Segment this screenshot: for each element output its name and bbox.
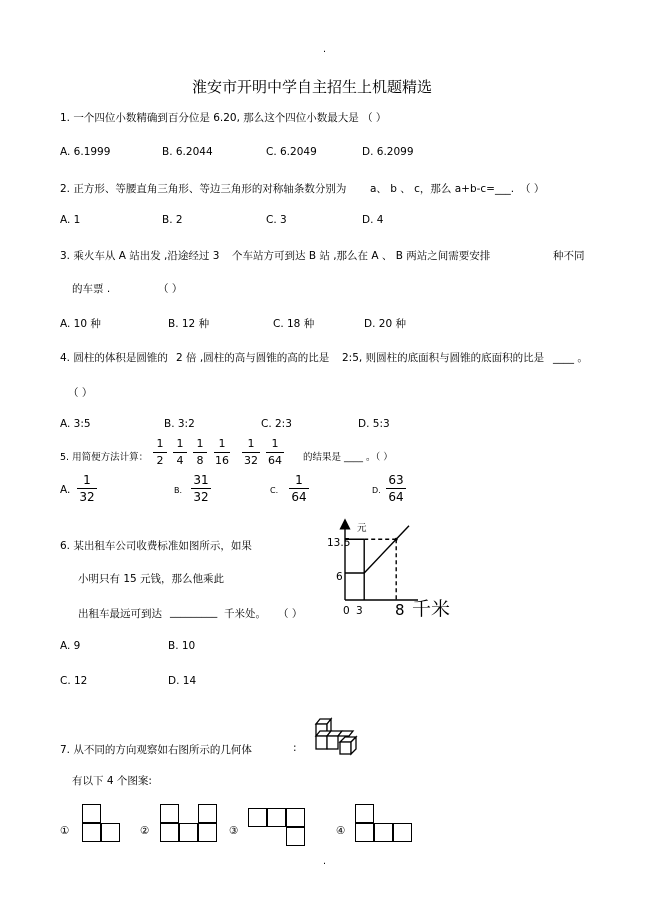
- q5-option-a-label: A.: [60, 484, 71, 496]
- square: [160, 804, 179, 823]
- q4-text-c: 2:5, 则圆柱的底面积与圆锥的底面积的比是: [342, 352, 545, 364]
- q3-text: 3. 乘火车从 A 站出发 ,沿途经过 3: [60, 250, 220, 262]
- q3-option-b: B. 12 种: [168, 318, 210, 330]
- denominator: 2: [156, 454, 164, 467]
- q3-option-c: C. 18 种: [273, 318, 315, 330]
- q4-option-a: A. 3:5: [60, 418, 91, 430]
- numerator: 1: [196, 437, 204, 450]
- q5-option-d-label: D.: [372, 486, 381, 495]
- q7-colon: :: [293, 742, 297, 754]
- y-tick-label: 13.5: [327, 537, 351, 549]
- square: [101, 823, 120, 842]
- numerator: 1: [295, 473, 303, 487]
- square: [374, 823, 393, 842]
- x-tick-label: 3: [356, 605, 363, 617]
- q5-fraction: [152, 438, 168, 467]
- q5-fraction: [213, 438, 231, 467]
- denominator: 32: [193, 490, 209, 504]
- q2-option-b: B. 2: [162, 214, 183, 226]
- q3-text-b: 个车站方可到达 B 站 ,那么在 A 、 B 两站之间需要安排: [232, 250, 491, 262]
- q1-text: 1. 一个四位小数精确到百分位是 6.20, 那么这个四位小数最大是 （ ）: [60, 112, 387, 124]
- q6-line1: 6. 某出租车公司收费标准如图所示，如果: [60, 540, 252, 552]
- y-tick-label: 6: [336, 571, 343, 583]
- q4-blank: ____ 。: [553, 352, 588, 364]
- denominator: 64: [388, 490, 404, 504]
- numerator: 1: [247, 437, 255, 450]
- square: [355, 823, 374, 842]
- square: [179, 823, 198, 842]
- numerator: 63: [388, 473, 404, 487]
- numerator: 1: [156, 437, 164, 450]
- denominator: 32: [79, 490, 95, 504]
- q1-option-b: B. 6.2044: [162, 146, 213, 158]
- denominator: 8: [196, 454, 204, 467]
- square: [286, 808, 305, 827]
- square: [267, 808, 286, 827]
- q2-text-b: a、 b 、 c，那么 a+b-c=___.: [370, 183, 515, 195]
- denominator: 64: [291, 490, 307, 504]
- q1-option-a: A. 6.1999: [60, 146, 111, 158]
- square: [286, 827, 305, 846]
- q6-option-a: A. 9: [60, 640, 81, 652]
- q5-fraction: [265, 438, 285, 467]
- q6-paren: （ ）: [278, 608, 303, 620]
- pattern-label: ②: [140, 825, 150, 837]
- square: [198, 804, 217, 823]
- numerator: 31: [193, 473, 209, 487]
- q5-suffix: 的结果是 ____ 。（ ）: [303, 452, 393, 463]
- q2-text: 2. 正方形、等腰直角三角形、等边三角形的对称轴条数分别为: [60, 183, 347, 195]
- page-title: 淮安市开明中学自主招生上机题精选: [192, 78, 433, 96]
- q2-paren: （ ）: [520, 183, 545, 195]
- q5-option-c-fraction: [288, 474, 310, 503]
- denominator: 4: [176, 454, 184, 467]
- square: [248, 808, 267, 827]
- top-dot: .: [323, 44, 327, 55]
- q3-text-c: 种不同: [553, 250, 585, 262]
- q6-option-c: C. 12: [60, 675, 88, 687]
- q6-blank: _________: [170, 606, 218, 618]
- q4-option-d: D. 5:3: [358, 418, 390, 430]
- numerator: 1: [271, 437, 279, 450]
- q4-option-c: C. 2:3: [261, 418, 292, 430]
- square: [198, 823, 217, 842]
- q2-option-c: C. 3: [266, 214, 287, 226]
- q3-line2: 的车票 .: [72, 283, 111, 295]
- denominator: 64: [268, 454, 282, 467]
- q6-option-b: B. 10: [168, 640, 196, 652]
- x-tick-label: 0: [343, 605, 350, 617]
- square: [82, 804, 101, 823]
- denominator: 32: [244, 454, 258, 467]
- square: [355, 804, 374, 823]
- q7-line2: 有以下 4 个图案:: [72, 775, 152, 787]
- q5-option-d-fraction: [385, 474, 407, 503]
- pattern-label: ④: [336, 825, 346, 837]
- square: [393, 823, 412, 842]
- q4-text-b: 2 倍 ,圆柱的高与圆锥的高的比是: [176, 352, 330, 364]
- q7-text: 7. 从不同的方向观察如右图所示的几何体: [60, 744, 252, 756]
- q4-paren: （ ）: [68, 387, 93, 399]
- q6-line3b: 千米处。: [224, 608, 266, 620]
- numerator: 1: [83, 473, 91, 487]
- q5-prefix: 5. 用简便方法计算：: [60, 452, 149, 463]
- q5-option-c-label: C.: [270, 486, 279, 495]
- q6-option-d: D. 14: [168, 675, 197, 687]
- numerator: 1: [176, 437, 184, 450]
- q5-option-a-fraction: [76, 474, 98, 503]
- q5-fraction: [172, 438, 188, 467]
- q4-option-b: B. 3:2: [164, 418, 195, 430]
- q2-option-a: A. 1: [60, 214, 81, 226]
- q5-option-b-fraction: [190, 474, 212, 503]
- square: [82, 823, 101, 842]
- point-8-13-5: [395, 538, 398, 541]
- q3-option-d: D. 20 种: [364, 318, 406, 330]
- x-tick-label: 8: [395, 601, 405, 619]
- pattern-label: ③: [229, 825, 239, 837]
- q5-option-b-label: B.: [174, 486, 183, 495]
- q5-fraction: [192, 438, 208, 467]
- q3-paren: （ ）: [158, 283, 183, 295]
- fare-line-segment: [364, 539, 396, 573]
- y-axis-label: 元: [357, 523, 367, 534]
- x-axis-label: 千米: [412, 598, 451, 620]
- denominator: 16: [215, 454, 229, 467]
- q6-line3: 出租车最远可到达: [78, 608, 162, 620]
- q5-fraction: [241, 438, 261, 467]
- q2-option-d: D. 4: [362, 214, 384, 226]
- q1-option-d: D. 6.2099: [362, 146, 414, 158]
- q1-option-c: C. 6.2049: [266, 146, 317, 158]
- fare-line-segment: [396, 526, 409, 540]
- numerator: 1: [218, 437, 226, 450]
- square: [160, 823, 179, 842]
- q3-option-a: A. 10 种: [60, 318, 101, 330]
- pattern-label: ①: [60, 825, 70, 837]
- bottom-dot: .: [323, 856, 327, 867]
- q4-text: 4. 圆柱的体积是圆锥的: [60, 352, 168, 364]
- q6-line2: 小明只有 15 元钱，那么他乘此: [78, 573, 225, 585]
